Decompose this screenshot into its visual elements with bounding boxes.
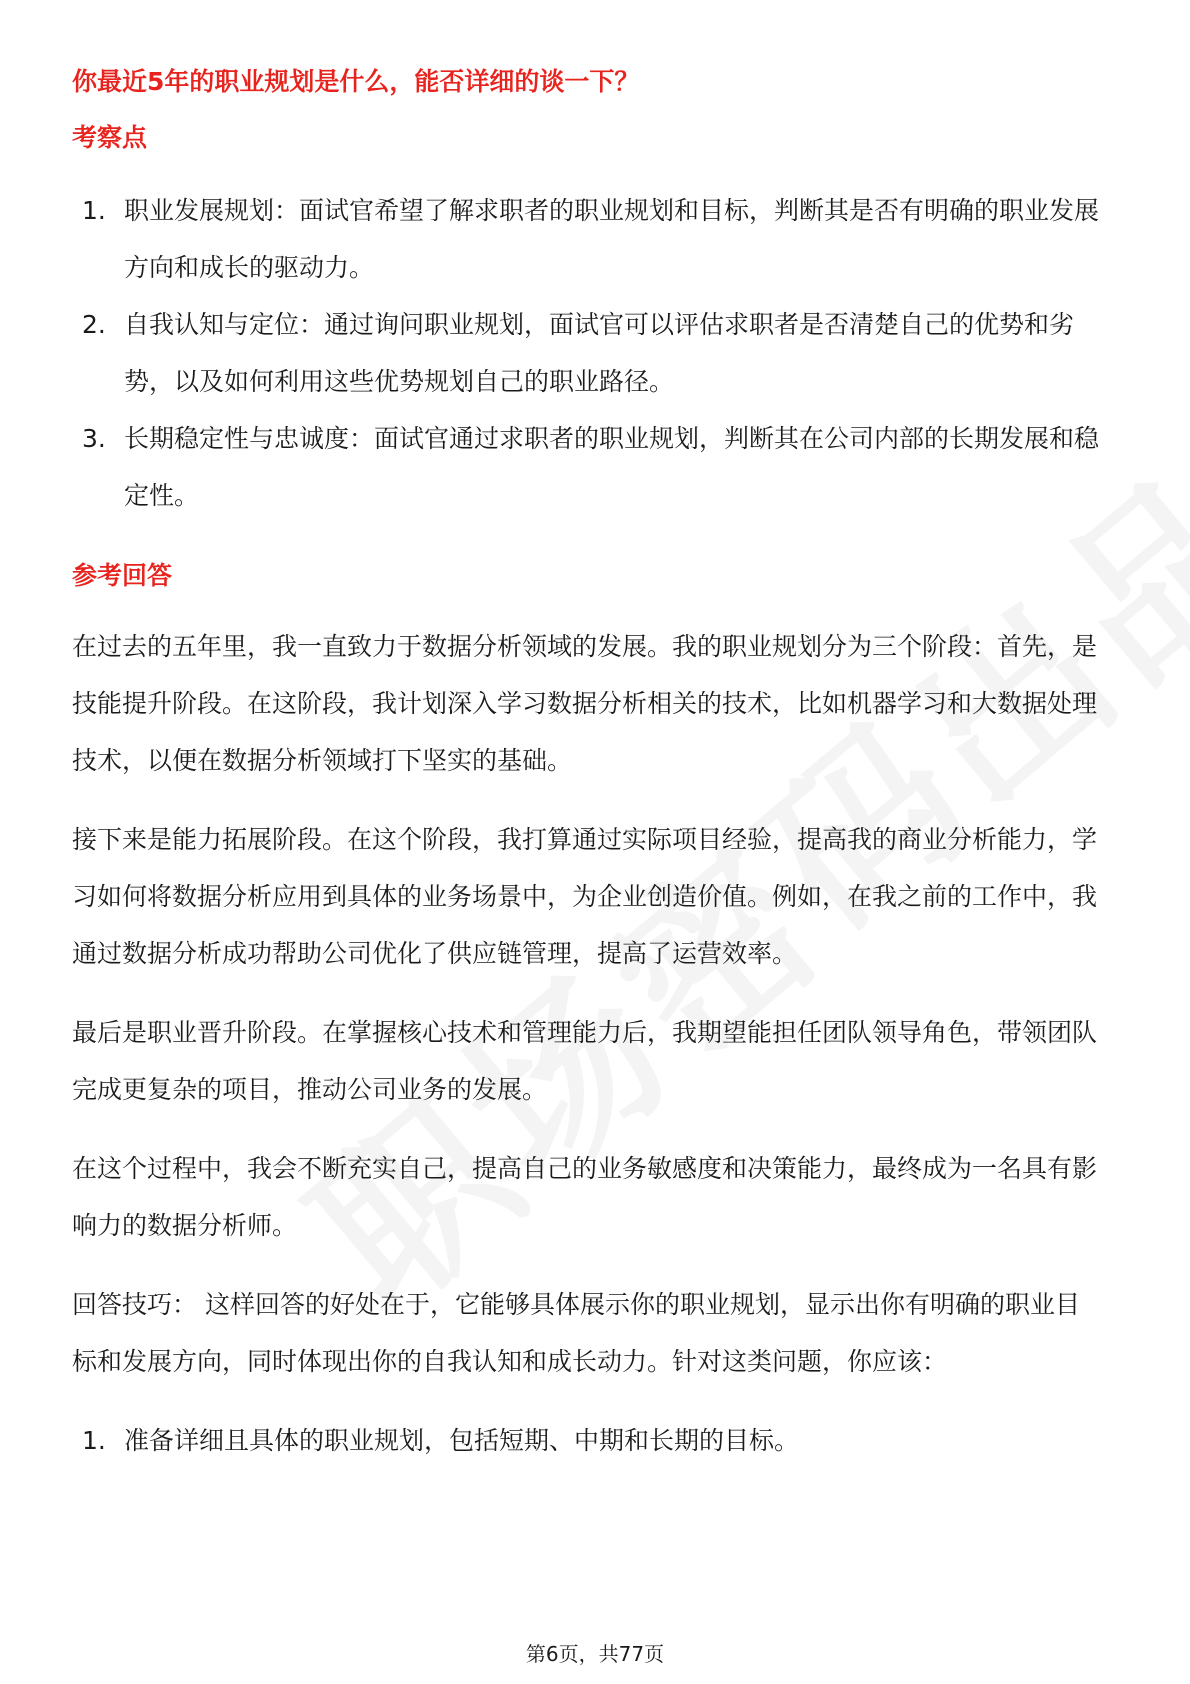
focus-section-title: 考察点 [72, 123, 148, 152]
answer-paragraph: 接下来是能力拓展阶段。在这个阶段，我打算通过实际项目经验，提高我的商业分析能力，学习如何将数据分析应用到具体的业务场景中，为企业创造价值。例如，在我之前的工作中，我通过数据分析成功帮助公司优化了供应链管理，提高了运营效率。 [72, 825, 1098, 968]
focus-list [72, 182, 1100, 524]
list-item-text: 职业发展规划：面试官希望了解求职者的职业规划和目标，判断其是否有明确的职业发展方向和成长的驱动力。 [124, 196, 1100, 282]
list-item [72, 296, 1100, 410]
answer-paragraph: 最后是职业晋升阶段。在掌握核心技术和管理能力后，我期望能担任团队领导角色，带领团队完成更复杂的项目，推动公司业务的发展。 [72, 1018, 1098, 1104]
list-item [72, 1412, 1100, 1469]
list-number: 3. [82, 424, 106, 453]
list-item [72, 182, 1100, 296]
answer-tips-paragraph: 回答技巧： 这样回答的好处在于，它能够具体展示你的职业规划，显示出你有明确的职业目标和发展方向，同时体现出你的自我认知和成长动力。针对这类问题，你应该： [72, 1290, 1080, 1376]
list-item-text: 长期稳定性与忠诚度：面试官通过求职者的职业规划，判断其在公司内部的长期发展和稳定性。 [124, 424, 1100, 510]
answer-section-title: 参考回答 [72, 561, 173, 590]
answer-paragraph: 在过去的五年里，我一直致力于数据分析领域的发展。我的职业规划分为三个阶段：首先，是技能提升阶段。在这阶段，我计划深入学习数据分析相关的技术，比如机器学习和大数据处理技术，以便在数据分析领域打下坚实的基础。 [72, 632, 1098, 775]
question-title: 你最近5年的职业规划是什么，能否详细的谈一下？ [72, 67, 640, 96]
list-number: 1. [82, 196, 106, 225]
page-footer: 第6页，共77页 [525, 1642, 665, 1666]
list-item [72, 410, 1100, 524]
list-number: 1. [82, 1426, 106, 1455]
list-item-text: 自我认知与定位：通过询问职业规划，面试官可以评估求职者是否清楚自己的优势和劣势，以及如何利用这些优势规划自己的职业路径。 [124, 310, 1075, 396]
answer-paragraph: 在这个过程中，我会不断充实自己，提高自己的业务敏感度和决策能力，最终成为一名具有影响力的数据分析师。 [72, 1154, 1098, 1240]
list-number: 2. [82, 310, 106, 339]
list-item-text: 准备详细且具体的职业规划，包括短期、中期和长期的目标。 [124, 1426, 800, 1455]
tips-list [72, 1412, 1100, 1469]
